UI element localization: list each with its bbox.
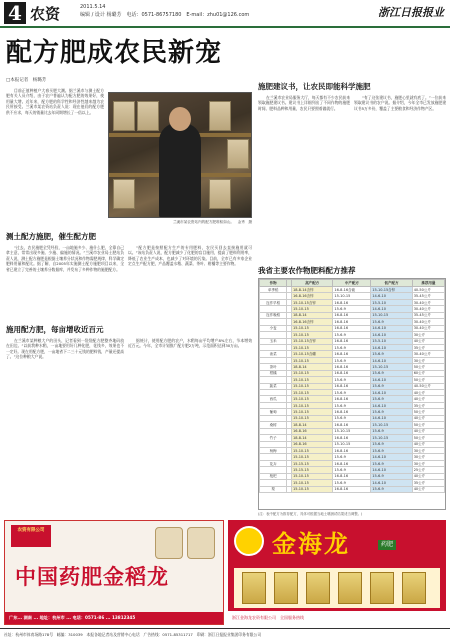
table-cell: 15-6-9	[333, 480, 371, 486]
table-cell: 15-10-15	[371, 435, 412, 441]
table-cell: 15-10-15含锌	[291, 299, 332, 305]
table-cell: 15-6-9	[333, 332, 371, 338]
sidebar-paragraph-2: “有了这张建议书，施肥心里就有底了。”一位前来领取建议书的农户说。据介绍，今年全市已发放施肥建议书5万多份，覆盖了主要粮食和经济作物产区。	[354, 95, 446, 111]
product-bottle-icon	[338, 572, 362, 604]
table-cell: 25公斤	[412, 467, 444, 473]
ad-logo-icon	[11, 525, 51, 547]
article-column-3	[6, 338, 124, 516]
table-cell: 16-8-16含硫	[333, 287, 371, 293]
article-column-2	[128, 245, 252, 317]
person-head-icon	[169, 107, 191, 131]
table-cell: 14-6-10	[371, 390, 412, 396]
crop-name-cell: 桑树	[260, 422, 287, 428]
crop-name-cell: 油菜	[260, 351, 287, 357]
table-cell: 40公斤	[412, 338, 444, 344]
table-cell: 18-8-14	[291, 364, 332, 370]
table-cell: 16-8-16	[333, 460, 371, 466]
article-intro	[6, 88, 104, 228]
advertisement-jindaolong	[4, 520, 224, 625]
table-cell: 15-10-15含硼	[291, 351, 332, 357]
table-cell: 14-6-10	[371, 467, 412, 473]
table-cell: 15-10-15	[333, 428, 371, 434]
crop-name-cell: 枇杷	[260, 473, 287, 479]
table-cell: 35-45公斤	[412, 293, 444, 299]
product-bottle-icon	[370, 572, 394, 604]
ad-footer: 浙江金海龙农资有限公司 全国服务热线	[228, 611, 446, 625]
product-bottle-icon	[402, 572, 426, 604]
table-cell: 15-6-9	[371, 319, 412, 325]
table-cell: 40-50公斤	[412, 383, 444, 389]
crop-name-cell: 蔬菜	[260, 383, 287, 389]
table-header-cell: 作物	[260, 280, 287, 287]
table-cell: 15-5-10	[371, 338, 412, 344]
table-cell: 15-10-15	[291, 332, 332, 338]
crop-name-cell: 连作晚稻	[260, 312, 287, 318]
table-cell: 15-10-15	[291, 370, 332, 376]
sidebar-column-2	[354, 95, 446, 260]
page-header	[0, 0, 450, 28]
crop-name-cell: 连作早稻	[260, 299, 287, 305]
table-cell: 15-10-15	[291, 396, 332, 402]
table-cell: 15-10-15	[291, 454, 332, 460]
table-cell: 30公斤	[412, 454, 444, 460]
page-footer: 社址：杭州市体育场路178号 邮编：310039 本报各地记者站及营销中心电话 广告热线：0571-85311717 印刷：浙江日报报业集团印务有限公司	[0, 628, 450, 640]
table-cell: 30公斤	[412, 447, 444, 453]
crop-name-cell: 花卉	[260, 460, 287, 466]
table-cell: 15-6-9	[333, 415, 371, 421]
subheading-1: 测土配方施肥，催生配方肥	[6, 232, 96, 241]
table-cell: 30-40公斤	[412, 325, 444, 331]
table-cell: 16-8-16	[333, 370, 371, 376]
table-cell: 15-6-9	[333, 306, 371, 312]
table-cell: 15-5-10	[371, 299, 412, 305]
table-cell: 15-6-9	[333, 402, 371, 408]
table-cell: 30公斤	[412, 460, 444, 466]
column-2-paragraph: “配方肥是按照配方生产的专用肥料，农民买回去直接施用就可以。”该站负责人说，配方肥减少了化肥的盲目施用，提高了肥料利用率，降低了农业生产成本，也减少了对环境的污染。目前，全市已有多家企业定点生产配方肥，产品覆盖水稻、蔬菜、茶叶、柑橘等主要作物。	[128, 245, 252, 267]
table-cell: 15-6-9	[371, 460, 412, 466]
table-cell: 16-8-16	[333, 299, 371, 305]
table-header-cell: 高产配方	[291, 280, 332, 287]
table-cell: 30公斤	[412, 332, 444, 338]
table-cell: 15-6-9	[333, 344, 371, 350]
table-cell: 14-6-10	[371, 377, 412, 383]
table-cell: 15-10-15	[291, 415, 332, 421]
editor-meta: 编辑 / 设计 杨璐芳 电话：0571-86757180 E-mail：zhu01@126.com	[80, 12, 250, 18]
table-cell: 15-10-15	[291, 377, 332, 383]
table-cell: 15-10-15含锌	[371, 287, 412, 293]
table-cell: 40公斤	[412, 396, 444, 402]
table-cell: 14-6-10	[371, 325, 412, 331]
table-cell: 15-6-9	[333, 390, 371, 396]
product-bottle-icon	[274, 572, 298, 604]
page-number: 4	[4, 2, 26, 24]
table-cell: 15-6-9	[333, 377, 371, 383]
crop-name-cell: 单季稻	[260, 287, 287, 293]
product-shelf	[234, 568, 440, 608]
table-cell: 15-15-15	[291, 460, 332, 466]
table-header-cell: 推荐用量	[412, 280, 444, 287]
table-cell: 15-10-15	[291, 402, 332, 408]
table-cell: 16-8-16	[333, 396, 371, 402]
ad-title: 中国药肥金稻龙	[15, 564, 169, 589]
table-cell: 50公斤	[412, 377, 444, 383]
crop-name-cell: 竹子	[260, 435, 287, 441]
product-bottle-icon	[306, 572, 330, 604]
table-cell: 16-8-16含锌	[291, 319, 332, 325]
table-cell: 16-8-16含锌	[291, 293, 332, 299]
table-cell: 15-10-15	[291, 357, 332, 363]
table-cell: 18-8-14含锌	[291, 287, 332, 293]
table-cell: 50公斤	[412, 409, 444, 415]
column-3-paragraph: 在兰溪市某种粮大户的田头，记者看到一袋袋配方肥整齐地码放在田边。“以前我种水稻，一亩地要用好几种化肥，花钱多，效果也不一定好。现在用配方肥，一亩地省下二三十元钱的肥料钱，产量还提高了。”这位种粮大户说。	[6, 338, 124, 360]
table-cell: 15-6-9	[371, 370, 412, 376]
table-cell: 40公斤	[412, 486, 444, 492]
table-cell: 16-8-16	[333, 422, 371, 428]
person-figure-icon	[159, 123, 201, 218]
crop-name-cell: 梨	[260, 486, 287, 492]
table-title: 我省主要农作物肥料配方推荐	[258, 266, 356, 275]
table-cell: 15-6-9	[371, 441, 412, 447]
table-cell: 15-10-15	[291, 409, 332, 415]
table-cell: 40公斤	[412, 473, 444, 479]
article-photo	[108, 92, 252, 218]
table-cell: 14-6-10	[371, 344, 412, 350]
table-cell: 14-6-10	[371, 415, 412, 421]
issue-date: 2011.5.14	[80, 4, 106, 10]
table-cell: 15-10-15	[371, 312, 412, 318]
table-cell: 16-8-16	[333, 312, 371, 318]
table-cell: 15-10-15	[291, 325, 332, 331]
formula-table	[258, 278, 446, 510]
table-cell: 15-10-15	[371, 422, 412, 428]
article-headline: 配方肥成农民新宠	[6, 38, 223, 68]
brand-logo-icon	[234, 526, 264, 556]
table-cell: 16-8-16	[333, 319, 371, 325]
table-cell: 16-8-16	[333, 473, 371, 479]
table-cell: 15-6-9	[333, 467, 371, 473]
fertilizer-sack-icon	[187, 527, 215, 559]
table-cell: 30-40公斤	[412, 306, 444, 312]
table-cell: 15-10-15	[291, 344, 332, 350]
table-cell: 16-8-16	[333, 351, 371, 357]
table-cell: 15-6-9	[371, 447, 412, 453]
table-cell: 15-6-9	[371, 396, 412, 402]
ad-footer: 广东... 湖南 ... 地址：杭州市 ... 电话：0571-86 ... 13812345	[5, 612, 223, 624]
subheading-2: 施用配方肥，每亩增收近百元	[6, 325, 104, 334]
table-cell: 16-8-16	[333, 486, 371, 492]
table-cell: 16-8-16	[333, 364, 371, 370]
intro-paragraph: 目前正值种植户大春买肥大潮。据兰溪市与测土配方肥有关人员介绍，由于农户普遍认为配方肥的效果好，使用量大增。近年来，配方肥的科学性和经济性越来越为农民所接受。兰溪市某农资站负责人说：现在他们的配方肥供不应求，每天的销量比去年同期增长了一倍以上。	[6, 88, 104, 115]
crop-name-cell: 茶叶	[260, 364, 287, 370]
table-cell: 50公斤	[412, 435, 444, 441]
sidebar-heading: 施肥建议书，让农民即能科学施肥	[258, 82, 371, 91]
ad-title: 金海龙	[272, 529, 350, 558]
table-cell: 15-10-15	[291, 306, 332, 312]
table-cell: 30-40公斤	[412, 299, 444, 305]
table-cell: 15-6-9	[371, 351, 412, 357]
article-column-1	[6, 245, 124, 317]
table-cell: 16-8-16	[291, 428, 332, 434]
crop-name-cell: 小麦	[260, 325, 287, 331]
table-cell: 15-10-15	[291, 447, 332, 453]
table-cell: 35公斤	[412, 480, 444, 486]
table-header-cell: 中产配方	[333, 280, 371, 287]
table-cell: 14-6-10	[371, 480, 412, 486]
table-cell: 15-10-15	[291, 473, 332, 479]
table-cell: 40公斤	[412, 415, 444, 421]
table-cell: 15-10-15	[333, 441, 371, 447]
fertilizer-bag-icon	[113, 179, 135, 209]
column-1-paragraph: “过去，农民施肥全凭经验，一亩地施多少、施什么肥，全靠自己拿主意，常常出现多施、少施、偏施的情况。”兰溪市农业局土肥站负责人说，测土配方施肥是根据土壤养分状况和作物需肥规律，科学确定肥料用量和配比。据了解，自2005年实施测土配方施肥项目以来，全省已建立了完善的土壤养分数据库，并发布了多种作物的施肥配方。	[6, 245, 124, 272]
fertilizer-bag-icon	[137, 101, 159, 131]
table-cell: 35公斤	[412, 344, 444, 350]
table-cell: 15-10-15	[291, 390, 332, 396]
table-cell: 16-8-16	[333, 338, 371, 344]
table-cell: 14-6-10	[371, 402, 412, 408]
table-cell: 14-6-10	[371, 293, 412, 299]
table-cell: 40公斤	[412, 428, 444, 434]
table-cell: 18-8-14	[291, 435, 332, 441]
table-header-row	[260, 280, 445, 287]
table-cell: 35公斤	[412, 402, 444, 408]
table-cell: 40公斤	[412, 441, 444, 447]
fertilizer-bag-icon	[227, 139, 249, 169]
crop-name-cell: 柑橘	[260, 370, 287, 376]
table-cell: 18-8-14	[291, 422, 332, 428]
table-cell: 16-8-16	[333, 383, 371, 389]
table-cell: 15-10-15含锌	[291, 338, 332, 344]
table-cell: 16-8-16	[291, 441, 332, 447]
table-cell: 14-6-10	[371, 454, 412, 460]
crop-name-cell: 西瓜	[260, 396, 287, 402]
table-cell: 14-6-10	[371, 357, 412, 363]
crop-name-cell: 杨梅	[260, 447, 287, 453]
table-cell: 35-45公斤	[412, 312, 444, 318]
table-cell: 15-6-9	[371, 409, 412, 415]
article-column-4	[128, 338, 252, 516]
crop-name-cell: 葡萄	[260, 409, 287, 415]
sidebar-column-1	[258, 95, 350, 260]
advertisement-jinhailong	[228, 520, 446, 625]
fertilizer-bag-icon	[209, 101, 231, 131]
table-cell: 40-50公斤	[412, 287, 444, 293]
table-cell: 15-10-15	[291, 383, 332, 389]
table-cell: 15-6-9	[371, 428, 412, 434]
section-title: 农资	[30, 5, 61, 23]
table-row	[260, 486, 445, 492]
table-cell: 14-6-10	[371, 332, 412, 338]
table-cell: 15-10-15	[291, 480, 332, 486]
table-cell: 16-8-16	[333, 409, 371, 415]
table-cell: 15-10-15	[291, 486, 332, 492]
fertilizer-bag-icon	[113, 101, 135, 131]
table-cell: 14-6-10	[371, 306, 412, 312]
crop-name-cell: 玉米	[260, 338, 287, 344]
column-4-paragraph: 据统计，使用配方肥的农户，水稻每亩平均增产8%左右，节本增效近百元。今年，全市计划推广配方肥2万吨，示范面积达到30万亩。	[128, 338, 252, 349]
table-cell: 16-8-16	[333, 447, 371, 453]
sidebar-paragraph-1: 在兰溪市农业局服务大厅，每天都有不少农民前来领取施肥建议书。建议书上详细列出了不同作物的施肥时间、肥料品种和用量，农民只要照着做就行。	[258, 95, 350, 111]
table-cell: 15-6-9	[371, 383, 412, 389]
table-cell: 60公斤	[412, 370, 444, 376]
table-cell: 15-6-9	[371, 473, 412, 479]
table-cell: 18-8-14	[291, 312, 332, 318]
table-cell: 16-8-16	[333, 325, 371, 331]
table-cell: 15-6-9	[333, 454, 371, 460]
fertilizer-bag-icon	[209, 179, 231, 209]
table-cell: 50公斤	[412, 422, 444, 428]
ad-tag: 药肥	[378, 540, 396, 550]
formula-table-grid	[259, 279, 445, 493]
table-cell: 15-10-15	[371, 364, 412, 370]
product-bottle-icon	[242, 572, 266, 604]
table-cell: 16-8-16	[333, 435, 371, 441]
ad-logo-text: 农资有限公司	[17, 528, 45, 533]
table-cell: 40公斤	[412, 390, 444, 396]
fertilizer-sack-icon	[155, 527, 183, 559]
table-cell: 30公斤	[412, 357, 444, 363]
table-cell: 30-40公斤	[412, 351, 444, 357]
table-cell: 15-15-15	[291, 467, 332, 473]
table-cell: 15-10-15	[333, 293, 371, 299]
photo-caption: 兰溪市某农资站内的配方肥堆积如山。 金秀 摄	[172, 220, 252, 224]
table-cell: 50公斤	[412, 364, 444, 370]
table-cell: 15-6-9	[333, 357, 371, 363]
masthead: 浙江日报报业	[378, 6, 444, 19]
table-header-cell: 低产配方	[371, 280, 412, 287]
table-cell: 30-40公斤	[412, 319, 444, 325]
table-note: (注：表中配方为推荐配方，具体可根据当地土壤测试结果适当调整。)	[258, 512, 363, 516]
article-byline: □本报记者 杨璐芳	[6, 78, 47, 83]
table-cell: 15-6-9	[371, 486, 412, 492]
